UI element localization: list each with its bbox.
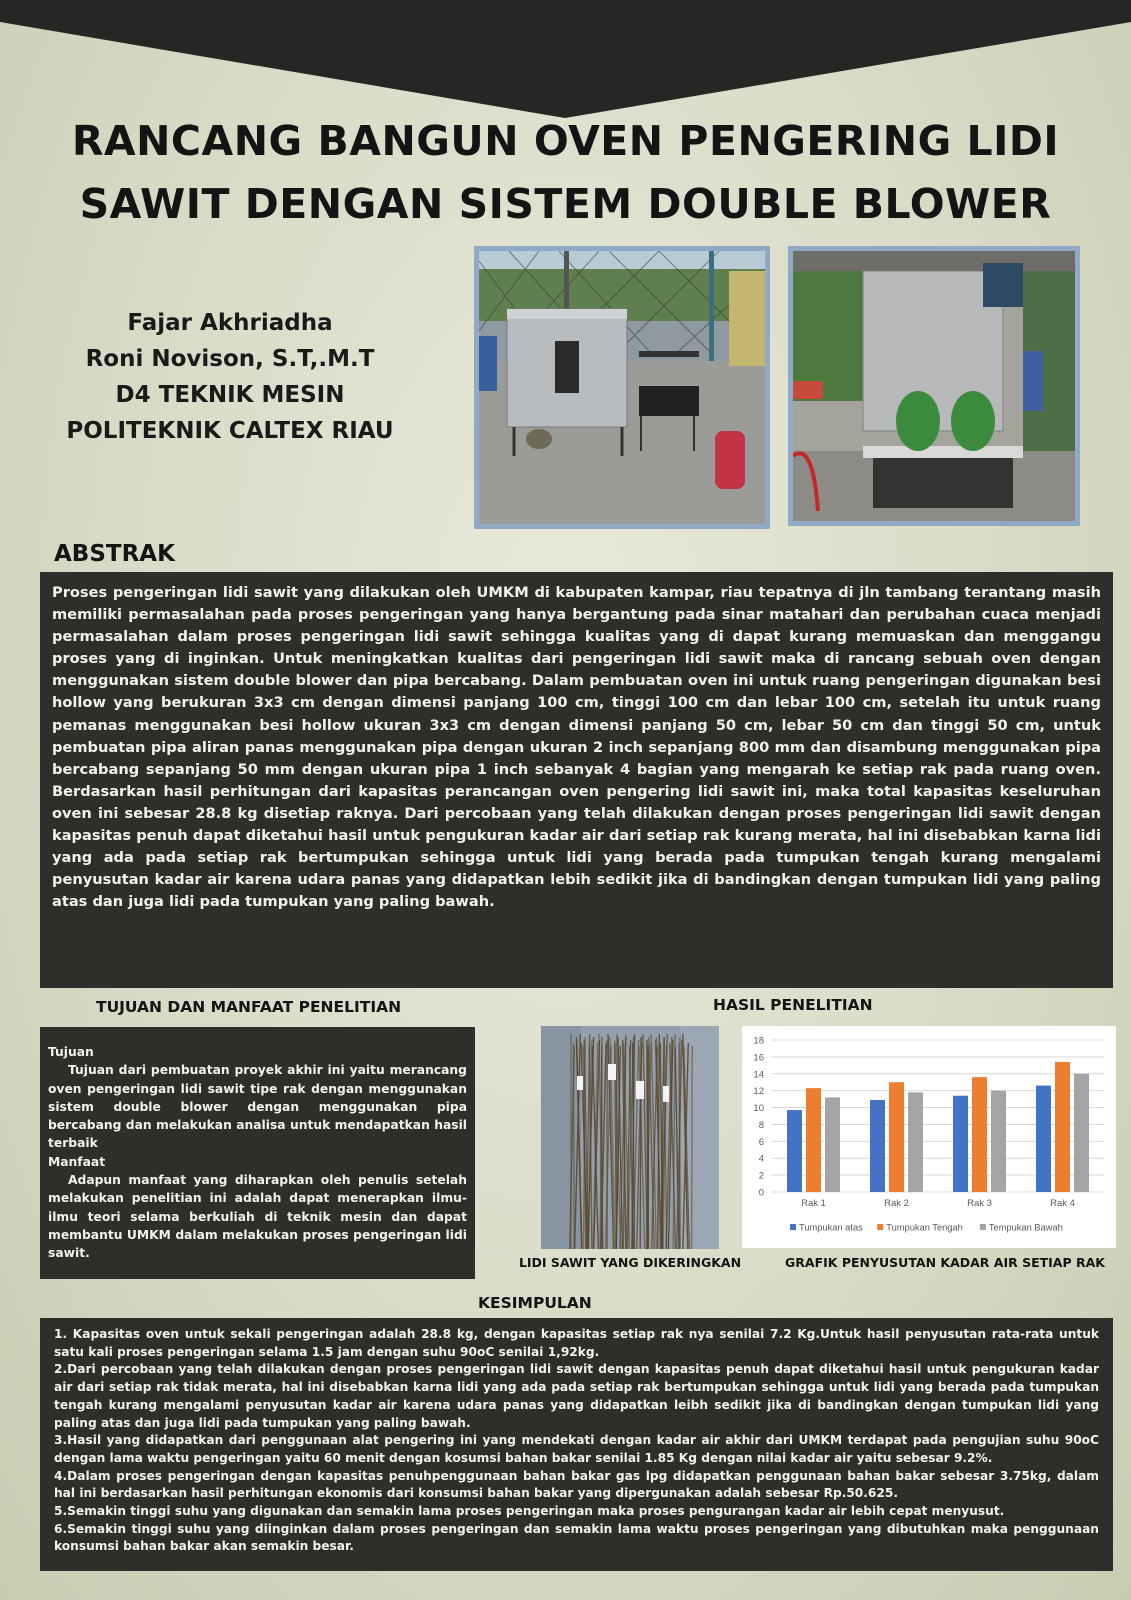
chart-caption: GRAFIK PENYUSUTAN KADAR AIR SETIAP RAK xyxy=(785,1255,1105,1270)
chart-panel xyxy=(742,1026,1116,1248)
bar-tempukan-bawah xyxy=(825,1097,840,1192)
y-tick-label: 4 xyxy=(758,1153,764,1165)
bar-tumpukan-tengah xyxy=(972,1077,987,1192)
kesimpulan-body xyxy=(40,1318,1113,1571)
y-tick-label: 14 xyxy=(753,1069,764,1081)
tujuan-text: Tujuan dari pembuatan proyek akhir ini yaitu merancang oven pengeringan lidi sawit tipe rak dengan menggunakan sistem double blower dengan menggunakan pipa bercabang dan melakukan analisa untuk mendapatkan hasil terbaik xyxy=(48,1063,467,1151)
legend-swatch xyxy=(980,1224,986,1230)
y-tick-label: 10 xyxy=(753,1103,764,1115)
kesimpulan-heading: KESIMPULAN xyxy=(478,1294,592,1312)
kesimpulan-item-4: 4.Dalam proses pengeringan dengan kapasitas penuhpenggunaan bahan bakar gas lpg didapatkan penggunaan bahan bakar sebesar 3.75kg, dalam hal ini berdasarkan hasil perhitungan ekonomis dari konsumsi bahan bakar yang dipergunakan adalah sebesar Rp.50.625. xyxy=(54,1468,1099,1501)
tujuan-body xyxy=(40,1027,475,1279)
legend-label: Tumpukan Tengah xyxy=(886,1222,963,1233)
bar-tempukan-bawah xyxy=(991,1091,1006,1192)
photo-caption: LIDI SAWIT YANG DIKERINGKAN xyxy=(518,1255,742,1270)
moisture-bar-chart xyxy=(742,1026,1116,1248)
abstract-body: Proses pengeringan lidi sawit yang dilakukan oleh UMKM di kabupaten kampar, riau tepatnya di jln tambang terantang masih memiliki permasalahan pada proses pengeringan yang hanya bergantung pada sinar matahari dan perubahan cuaca menjadi permasalahan dalam proses pengeringan lidi sawit sehingga kualitas yang di dapat kurang memuaskan dan menggangu proses yang di inginkan. Untuk meningkatkan kualitas dari pengeringan lidi sawit maka di rancang sebuah oven dengan menggunakan sistem double blower dan pipa bercabang. Dalam pembuatan oven ini untuk ruang pengeringan digunakan besi hollow yang berukuran 3x3 cm dengan dimensi panjang 100 cm, tinggi 100 cm dan lebar 100 cm, setelah itu untuk ruang pemanas menggunakan besi hollow ukuran 3x3 cm dengan dimensi panjang 50 cm, lebar 50 cm dan tinggi 50 cm, untuk pembuatan pipa aliran panas menggunakan pipa dengan ukuran 2 inch sepanjang 800 mm dan disambung menggunakan pipa bercabang sepanjang 50 mm dengan ukuran pipa 1 inch sebanyak 4 bagian yang mengarah ke setiap rak pada ruang oven. Berdasarkan hasil perhitungan dari kapasitas perancangan oven pengering lidi sawit ini, maka total kapasitas keseluruhan oven ini sebesar 28.8 kg disetiap raknya. Dari percobaan yang telah dilakukan dengan proses pengeringan lidi sawit dengan kapasitas penuh dapat diketahui hasil untuk pengukuran kadar air dari setiap rak kurang merata, hal ini disebabkan karna lidi yang ada pada setiap rak bertumpukan sehingga untuk lidi yang berada pada tumpukan tengah kurang mengalami penyusutan kadar air karena udara panas yang didapatkan lebih sedikit jika di bandingkan dengan tumpukan lidi yang paling atas dan juga lidi pada tumpukan yang paling bawah. xyxy=(40,572,1113,988)
x-tick-label: Rak 1 xyxy=(801,1198,826,1209)
y-tick-label: 8 xyxy=(758,1119,764,1131)
title-line-1: RANCANG BANGUN OVEN PENGERING LIDI xyxy=(71,117,1060,165)
institution: POLITEKNIK CALTEX RIAU xyxy=(66,418,394,444)
poster-title xyxy=(30,110,1101,236)
title-line-2: SAWIT DENGAN SISTEM DOUBLE BLOWER xyxy=(79,180,1052,228)
header-chevron-banner xyxy=(0,0,1131,118)
author-block xyxy=(40,305,420,449)
bar-tumpukan-atas xyxy=(787,1110,802,1192)
kesimpulan-item-1: 1. Kapasitas oven untuk sekali pengeringan adalah 28.8 kg, dengan kapasitas setiap rak nya senilai 7.2 Kg.Untuk hasil penyusutan rata-rata untuk satu kali proses pengeringan selama 1.5 jam dengan suhu 90oC senilai 1,92kg. xyxy=(54,1327,1099,1359)
lidi-sawit-photo xyxy=(541,1026,719,1249)
legend-label: Tempukan Bawah xyxy=(988,1222,1063,1233)
bar-tumpukan-tengah xyxy=(889,1082,904,1192)
abstract-heading: ABSTRAK xyxy=(54,541,175,567)
y-tick-label: 16 xyxy=(753,1052,764,1064)
legend-swatch xyxy=(790,1224,796,1230)
study-program: D4 TEKNIK MESIN xyxy=(115,382,345,408)
x-tick-label: Rak 2 xyxy=(884,1198,909,1209)
bar-tempukan-bawah xyxy=(908,1092,923,1192)
tujuan-subheading: Tujuan xyxy=(48,1045,94,1059)
tujuan-heading: TUJUAN DAN MANFAAT PENELITIAN xyxy=(96,998,402,1016)
y-tick-label: 12 xyxy=(753,1086,764,1098)
bar-tumpukan-tengah xyxy=(806,1088,821,1192)
legend-swatch xyxy=(877,1224,883,1230)
x-tick-label: Rak 4 xyxy=(1050,1198,1075,1209)
legend-label: Tumpukan atas xyxy=(799,1222,863,1233)
kesimpulan-item-5: 5.Semakin tinggi suhu yang digunakan dan semakin lama proses pengeringan maka proses pengurangan kadar air lebih cepat menyusut. xyxy=(54,1504,1005,1519)
oven-photo-front xyxy=(474,246,770,529)
bar-tumpukan-atas xyxy=(953,1096,968,1192)
y-tick-label: 2 xyxy=(758,1170,764,1182)
bar-tempukan-bawah xyxy=(1074,1074,1089,1192)
bar-tumpukan-atas xyxy=(870,1100,885,1192)
bar-tumpukan-tengah xyxy=(1055,1062,1070,1192)
hasil-heading: HASIL PENELITIAN xyxy=(713,996,873,1014)
manfaat-subheading: Manfaat xyxy=(48,1154,106,1169)
oven-photo-blowers xyxy=(788,246,1080,526)
author-name-2: Roni Novison, S.T,.M.T xyxy=(85,346,375,372)
kesimpulan-item-6: 6.Semakin tinggi suhu yang diinginkan dalam proses pengeringan dan semakin lama waktu proses pengeringan yang dibutuhkan maka penggunaan konsumsi bahan bakar akan semakin besar. xyxy=(54,1521,1099,1554)
x-tick-label: Rak 3 xyxy=(967,1198,992,1209)
y-tick-label: 6 xyxy=(758,1136,764,1148)
kesimpulan-item-2: 2.Dari percobaan yang telah dilakukan dengan proses pengeringan lidi sawit dengan kapasitas penuh dapat diketahui hasil untuk pengukuran kadar air dari setiap rak tidak merata, hal ini disebabkan karna lidi yang ada pada setiap rak bertumpukan sehingga untuk lidi yang berada pada tumpukan tengah kurang mengalami penyusutan kadar air karena udara panas yang didapatkan leibh sedikit jika di bandingkan dengan tumpukan lidi yang paling atas dan juga lidi pada tumpukan yang paling bawah. xyxy=(54,1362,1099,1430)
manfaat-text: Adapun manfaat yang diharapkan oleh penulis setelah melakukan penelitian ini adalah dapat menerapkan ilmu-ilmu teori selama berkuliah di teknik mesin dan dapat membantu UMKM dalam melakukan proses pengeringan lidi sawit. xyxy=(48,1173,467,1261)
y-tick-label: 18 xyxy=(753,1035,764,1047)
y-tick-label: 0 xyxy=(758,1187,764,1199)
bar-tumpukan-atas xyxy=(1036,1086,1051,1192)
author-name-1: Fajar Akhriadha xyxy=(127,310,333,336)
kesimpulan-item-3: 3.Hasil yang didapatkan dari penggunaan alat pengering ini yang mendekati dengan kadar air akhir dari UMKM terdapat pada pengujian suhu 90oC dengan lama waktu pengeringan yaitu 60 menit dengan kosumsi bahan bakar senilai 1.85 Kg dengan nilai kadar air yaitu sebesar 9.2%. xyxy=(54,1433,1099,1465)
